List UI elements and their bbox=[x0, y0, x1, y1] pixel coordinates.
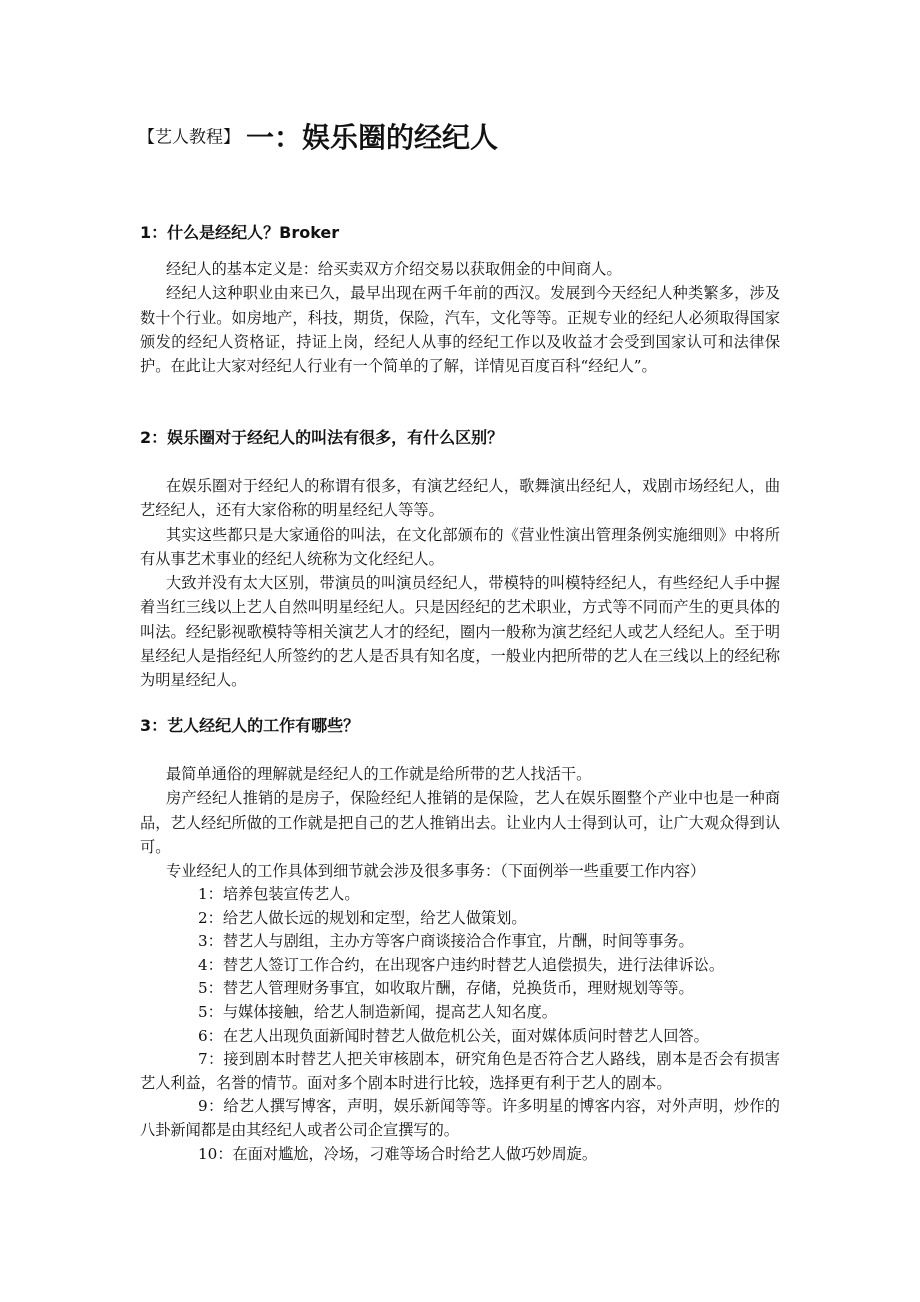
section-3-heading: 3：艺人经纪人的工作有哪些？ bbox=[140, 716, 360, 735]
section-3-body bbox=[140, 762, 780, 883]
paragraph: 经纪人的基本定义是：给买卖双方介绍交易以获取佣金的中间商人。 bbox=[166, 260, 622, 278]
list-item: 6：在艺人出现负面新闻时替艺人做危机公关，面对媒体质问时替艺人回答。 bbox=[198, 1026, 709, 1045]
section-2-body bbox=[140, 474, 780, 693]
list-item: 9：给艺人撰写博客，声明，娱乐新闻等等。许多明星的博客内容，对外声明，炒作的八卦新闻都是由其经纪人或者公司企宣撰写的。 bbox=[140, 1097, 780, 1139]
paragraph: 经纪人这种职业由来已久，最早出现在两千年前的西汉。发展到今天经纪人种类繁多，涉及数十个行业。如房地产，科技，期货，保险，汽车，文化等等。正规专业的经纪人必须取得国家颁发的经纪人资格证，持证上岗，经纪人从事的经纪工作以及收益才会受到国家认可和法律保护。在此让大家对经纪人行业有一个简单的了解，详情见百度百科“经纪人”。 bbox=[140, 284, 780, 376]
section-1-body bbox=[140, 257, 780, 378]
paragraph: 大致并没有太大区别，带演员的叫演员经纪人，带模特的叫模特经纪人，有些经纪人手中握着当红三线以上艺人自然叫明星经纪人。只是因经纪的艺术职业，方式等不同而产生的更具体的叫法。经纪影视歌模特等相关演艺人才的经纪，圈内一般称为演艺经纪人或艺人经纪人。至于明星经纪人是指经纪人所签约的艺人是否具有知名度，一般业内把所带的艺人在三线以上的经纪称为明星经纪人。 bbox=[140, 574, 780, 690]
title-tag: 【艺人教程】 bbox=[138, 127, 240, 148]
section-2-heading: 2：娱乐圈对于经纪人的叫法有很多，有什么区别？ bbox=[140, 428, 504, 447]
list-item: 5：替艺人管理财务事宜，如收取片酬，存储，兑换货币，理财规划等等。 bbox=[198, 979, 694, 998]
list-item: 1：培养包装宣传艺人。 bbox=[198, 885, 360, 903]
title-main: 一：娱乐圈的经纪人 bbox=[246, 120, 499, 154]
section-1-heading: 1：什么是经纪人？Broker bbox=[140, 223, 340, 242]
section-3-task-list bbox=[140, 883, 780, 1166]
paragraph: 专业经纪人的工作具体到细节就会涉及很多事务：（下面例举一些重要工作内容） bbox=[166, 862, 706, 881]
list-item: 2：给艺人做长远的规划和定型，给艺人做策划。 bbox=[198, 908, 527, 927]
list-item: 3：替艺人与剧组，主办方等客户商谈接洽合作事宜，片酬，时间等事务。 bbox=[198, 932, 694, 951]
list-item: 7：接到剧本时替艺人把关审核剧本，研究角色是否符合艺人路线，剧本是否会有损害艺人利益，名誉的情节。面对多个剧本时进行比较，选择更有利于艺人的剧本。 bbox=[140, 1050, 780, 1092]
list-item: 10：在面对尴尬，冷场，刁难等场合时给艺人做巧妙周旋。 bbox=[198, 1144, 598, 1163]
paragraph: 最简单通俗的理解就是经纪人的工作就是给所带的艺人找活干。 bbox=[166, 765, 592, 783]
document-title bbox=[138, 112, 498, 163]
list-item: 5：与媒体接触，给艺人制造新闻，提高艺人知名度。 bbox=[198, 1002, 557, 1021]
list-item: 4：替艺人签订工作合约，在出现客户违约时替艺人追偿损失，进行法律诉讼。 bbox=[198, 955, 725, 974]
paragraph: 其实这些都只是大家通俗的叫法，在文化部颁布的《营业性演出管理条例实施细则》中将所有从事艺术事业的经纪人统称为文化经纪人。 bbox=[140, 525, 780, 568]
paragraph: 房产经纪人推销的是房子，保险经纪人推销的是保险，艺人在娱乐圈整个产业中也是一种商品，艺人经纪所做的工作就是把自己的艺人推销出去。让业内人士得到认可，让广大观众得到认可。 bbox=[140, 789, 780, 856]
paragraph: 在娱乐圈对于经纪人的称谓有很多，有演艺经纪人，歌舞演出经纪人，戏剧市场经纪人，曲艺经纪人，还有大家俗称的明星经纪人等等。 bbox=[140, 477, 780, 520]
